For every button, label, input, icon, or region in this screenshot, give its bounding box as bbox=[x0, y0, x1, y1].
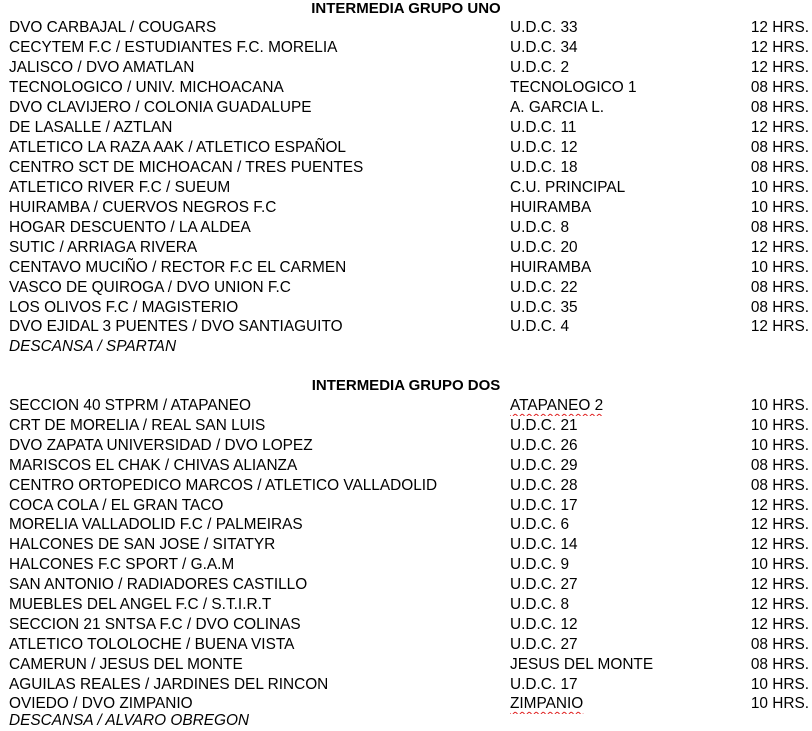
match-venue: HUIRAMBA bbox=[510, 199, 592, 216]
table-row bbox=[0, 118, 812, 138]
match-time: 10 HRS. bbox=[750, 397, 809, 414]
match-teams: CAMERUN / JESUS DEL MONTE bbox=[9, 656, 243, 673]
table-row bbox=[0, 675, 812, 695]
match-venue: U.D.C. 4 bbox=[510, 318, 570, 335]
match-teams: CRT DE MORELIA / REAL SAN LUIS bbox=[9, 417, 266, 434]
match-teams: CENTRO ORTOPEDICO MARCOS / ATLETICO VALLADOLID bbox=[9, 477, 438, 494]
table-row bbox=[0, 515, 812, 535]
match-venue: U.D.C. 6 bbox=[510, 516, 570, 533]
match-venue: U.D.C. 2 bbox=[510, 59, 570, 76]
match-teams: DVO EJIDAL 3 PUENTES / DVO SANTIAGUITO bbox=[9, 318, 343, 335]
match-teams: CECYTEM F.C / ESTUDIANTES F.C. MORELIA bbox=[9, 39, 338, 56]
match-venue: JESUS DEL MONTE bbox=[510, 656, 654, 673]
match-venue: U.D.C. 26 bbox=[510, 437, 578, 454]
match-teams: AGUILAS REALES / JARDINES DEL RINCON bbox=[9, 676, 329, 693]
match-teams: ATLETICO LA RAZA AAK / ATLETICO ESPAÑOL bbox=[9, 139, 346, 156]
match-time: 12 HRS. bbox=[750, 536, 809, 553]
table-row bbox=[0, 436, 812, 456]
match-teams: CENTRO SCT DE MICHOACAN / TRES PUENTES bbox=[9, 159, 364, 176]
match-venue: U.D.C. 8 bbox=[510, 596, 570, 613]
table-row bbox=[0, 655, 812, 675]
match-teams: DVO ZAPATA UNIVERSIDAD / DVO LOPEZ bbox=[9, 437, 313, 454]
table-row bbox=[0, 555, 812, 575]
match-venue: U.D.C. 12 bbox=[510, 139, 578, 156]
table-row bbox=[0, 218, 812, 238]
table-row bbox=[0, 98, 812, 118]
match-time: 08 HRS. bbox=[750, 139, 809, 156]
table-row bbox=[0, 158, 812, 178]
match-teams: COCA COLA / EL GRAN TACO bbox=[9, 497, 224, 514]
match-venue: C.U. PRINCIPAL bbox=[510, 179, 626, 196]
match-teams: HOGAR DESCUENTO / LA ALDEA bbox=[9, 219, 251, 236]
match-venue: U.D.C. 35 bbox=[510, 299, 578, 316]
table-row bbox=[0, 635, 812, 655]
match-teams: DVO CARBAJAL / COUGARS bbox=[9, 19, 217, 36]
match-time: 10 HRS. bbox=[750, 179, 809, 196]
match-teams: MUEBLES DEL ANGEL F.C / S.T.I.R.T bbox=[9, 596, 272, 613]
match-time: 08 HRS. bbox=[750, 159, 809, 176]
match-venue: U.D.C. 9 bbox=[510, 556, 570, 573]
match-time: 12 HRS. bbox=[750, 59, 809, 76]
match-time: 10 HRS. bbox=[750, 676, 809, 693]
table-row bbox=[0, 416, 812, 436]
match-venue: U.D.C. 22 bbox=[510, 279, 578, 296]
match-venue: U.D.C. 12 bbox=[510, 616, 578, 633]
match-time: 10 HRS. bbox=[750, 556, 809, 573]
match-time: 10 HRS. bbox=[750, 259, 809, 276]
match-time: 10 HRS. bbox=[750, 695, 809, 712]
table-row bbox=[0, 198, 812, 218]
match-time: 08 HRS. bbox=[750, 477, 809, 494]
match-time: 12 HRS. bbox=[750, 576, 809, 593]
table-row bbox=[0, 396, 812, 416]
match-teams: DE LASALLE / AZTLAN bbox=[9, 119, 173, 136]
match-teams: SUTIC / ARRIAGA RIVERA bbox=[9, 239, 198, 256]
table-row bbox=[0, 476, 812, 496]
match-venue: U.D.C. 18 bbox=[510, 159, 578, 176]
match-time: 12 HRS. bbox=[750, 239, 809, 256]
match-venue: A. GARCIA L. bbox=[510, 99, 605, 116]
match-venue: TECNOLOGICO 1 bbox=[510, 79, 637, 96]
match-teams: OVIEDO / DVO ZIMPANIO bbox=[9, 695, 193, 712]
match-venue: U.D.C. 17 bbox=[510, 676, 578, 693]
match-venue: ATAPANEO 2 bbox=[510, 397, 604, 414]
table-row bbox=[0, 298, 812, 318]
match-time: 12 HRS. bbox=[750, 19, 809, 36]
match-teams: HALCONES DE SAN JOSE / SITATYR bbox=[9, 536, 276, 553]
match-venue: U.D.C. 8 bbox=[510, 219, 570, 236]
match-teams: CENTAVO MUCIÑO / RECTOR F.C EL CARMEN bbox=[9, 259, 347, 276]
table-row bbox=[0, 456, 812, 476]
match-venue: U.D.C. 33 bbox=[510, 19, 578, 36]
match-venue: HUIRAMBA bbox=[510, 259, 592, 276]
match-time: 12 HRS. bbox=[750, 596, 809, 613]
match-teams: MORELIA VALLADOLID F.C / PALMEIRAS bbox=[9, 516, 303, 533]
match-teams: ATLETICO TOLOLOCHE / BUENA VISTA bbox=[9, 636, 295, 653]
match-teams: SAN ANTONIO / RADIADORES CASTILLO bbox=[9, 576, 308, 593]
match-teams: SECCION 21 SNTSA F.C / DVO COLINAS bbox=[9, 616, 301, 633]
table-row bbox=[0, 138, 812, 158]
table-row bbox=[0, 238, 812, 258]
match-teams: LOS OLIVOS F.C / MAGISTERIO bbox=[9, 299, 239, 316]
table-row bbox=[0, 278, 812, 298]
match-time: 08 HRS. bbox=[750, 99, 809, 116]
match-venue: U.D.C. 14 bbox=[510, 536, 578, 553]
match-venue: U.D.C. 28 bbox=[510, 477, 578, 494]
table-row bbox=[0, 38, 812, 58]
match-venue: U.D.C. 27 bbox=[510, 636, 578, 653]
match-time: 12 HRS. bbox=[750, 39, 809, 56]
group-one-title: INTERMEDIA GRUPO UNO bbox=[311, 0, 501, 17]
match-time: 08 HRS. bbox=[750, 457, 809, 474]
match-time: 08 HRS. bbox=[750, 636, 809, 653]
table-row bbox=[0, 178, 812, 198]
match-teams: MARISCOS EL CHAK / CHIVAS ALIANZA bbox=[9, 457, 298, 474]
match-teams: TECNOLOGICO / UNIV. MICHOACANA bbox=[9, 79, 284, 96]
table-row bbox=[0, 595, 812, 615]
bye-team-note: DESCANSA / SPARTAN bbox=[9, 338, 177, 355]
table-row bbox=[0, 496, 812, 516]
table-row bbox=[0, 258, 812, 278]
match-venue: U.D.C. 34 bbox=[510, 39, 578, 56]
table-row bbox=[0, 18, 812, 38]
match-time: 10 HRS. bbox=[750, 417, 809, 434]
match-venue: U.D.C. 11 bbox=[510, 119, 577, 136]
match-time: 08 HRS. bbox=[750, 299, 809, 316]
match-time: 12 HRS. bbox=[750, 119, 809, 136]
match-time: 12 HRS. bbox=[750, 516, 809, 533]
match-teams: DVO CLAVIJERO / COLONIA GUADALUPE bbox=[9, 99, 312, 116]
bye-team-note: DESCANSA / ALVARO OBREGON bbox=[9, 712, 250, 729]
table-row bbox=[0, 535, 812, 555]
table-row bbox=[0, 615, 812, 635]
match-teams: ATLETICO RIVER F.C / SUEUM bbox=[9, 179, 231, 196]
table-row bbox=[0, 317, 812, 337]
match-time: 08 HRS. bbox=[750, 656, 809, 673]
match-venue: ZIMPANIO bbox=[510, 695, 584, 712]
match-venue: U.D.C. 21 bbox=[510, 417, 578, 434]
match-time: 08 HRS. bbox=[750, 79, 809, 96]
match-venue: U.D.C. 17 bbox=[510, 497, 578, 514]
match-time: 12 HRS. bbox=[750, 497, 809, 514]
match-time: 12 HRS. bbox=[750, 318, 809, 335]
match-venue: U.D.C. 27 bbox=[510, 576, 578, 593]
match-teams: VASCO DE QUIROGA / DVO UNION F.C bbox=[9, 279, 291, 296]
match-time: 10 HRS. bbox=[750, 199, 809, 216]
match-teams: HUIRAMBA / CUERVOS NEGROS F.C bbox=[9, 199, 277, 216]
match-teams: JALISCO / DVO AMATLAN bbox=[9, 59, 195, 76]
match-time: 08 HRS. bbox=[750, 279, 809, 296]
group-two-title: INTERMEDIA GRUPO DOS bbox=[311, 377, 501, 394]
match-venue: U.D.C. 20 bbox=[510, 239, 578, 256]
table-row bbox=[0, 58, 812, 78]
match-time: 08 HRS. bbox=[750, 219, 809, 236]
match-time: 12 HRS. bbox=[750, 616, 809, 633]
match-teams: SECCION 40 STPRM / ATAPANEO bbox=[9, 397, 252, 414]
match-time: 10 HRS. bbox=[750, 437, 809, 454]
match-venue: U.D.C. 29 bbox=[510, 457, 578, 474]
match-teams: HALCONES F.C SPORT / G.A.M bbox=[9, 556, 235, 573]
table-row bbox=[0, 78, 812, 98]
table-row bbox=[0, 575, 812, 595]
